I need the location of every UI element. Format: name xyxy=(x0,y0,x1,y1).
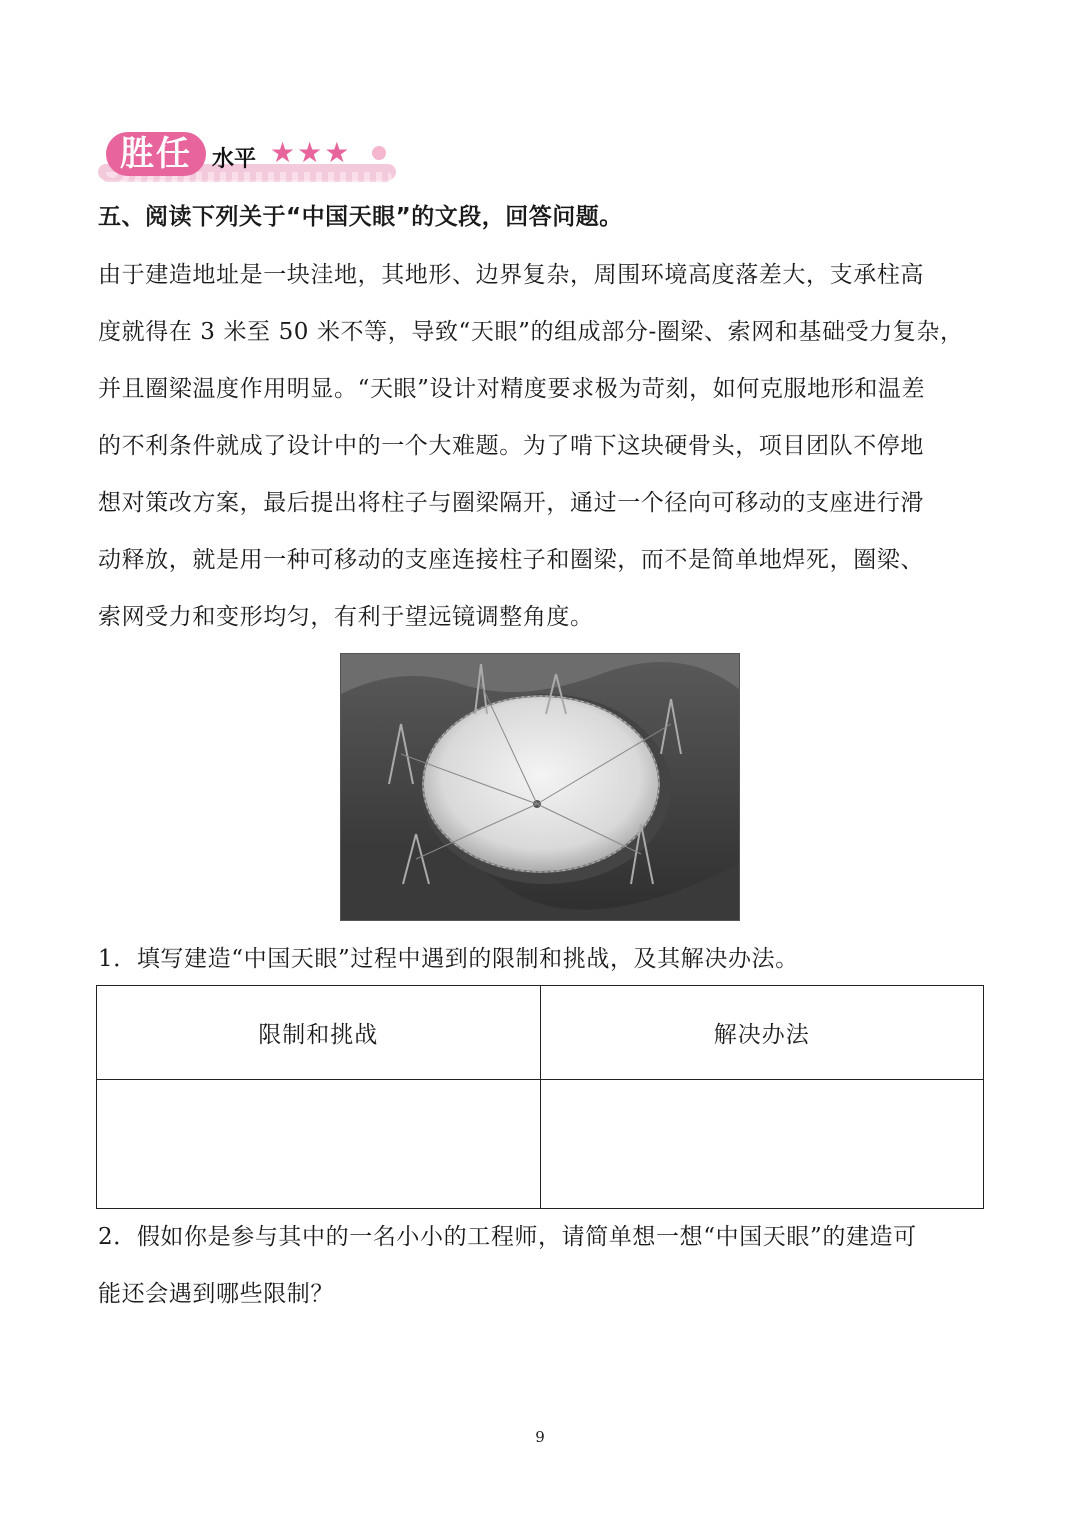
passage-line: 索网受力和变形均匀，有利于望远镜调整角度。 xyxy=(98,604,594,630)
page-number: 9 xyxy=(535,1428,545,1446)
question-2-line: 能还会遇到哪些限制？ xyxy=(98,1281,334,1307)
star-rating-icon: ★★★ xyxy=(270,136,352,169)
question-1: 1．填写建造“中国天眼”过程中遇到的限制和挑战，及其解决办法。 xyxy=(98,946,799,972)
decorative-dot-icon xyxy=(372,146,386,160)
answer-cell-solutions[interactable] xyxy=(540,1080,984,1209)
table-header-solutions: 解决办法 xyxy=(540,986,984,1080)
passage-line: 并且圈梁温度作用明显。“天眼”设计对精度要求极为苛刻，如何克服地形和温差 xyxy=(98,376,926,402)
table-header-limits: 限制和挑战 xyxy=(97,986,541,1080)
answer-table xyxy=(96,985,984,1209)
banner-badge: 胜任 xyxy=(106,132,206,176)
passage-line: 由于建造地址是一块洼地，其地形、边界复杂，周围环境高度落差大，支承柱高 xyxy=(98,262,924,288)
answer-cell-limits[interactable] xyxy=(97,1080,541,1209)
passage-line: 动释放，就是用一种可移动的支座连接柱子和圈梁，而不是简单地焊死，圈梁、 xyxy=(98,547,924,573)
passage-line: 度就得在 3 米至 50 米不等，导致“天眼”的组成部分-圈梁、索网和基础受力复杂， xyxy=(98,319,964,345)
difficulty-banner xyxy=(98,128,398,188)
passage-line: 的不利条件就成了设计中的一个大难题。为了啃下这块硬骨头，项目团队不停地 xyxy=(98,433,924,459)
passage-line: 想对策改方案，最后提出将柱子与圈梁隔开，通过一个径向可移动的支座进行滑 xyxy=(98,490,924,516)
fast-telescope-photo xyxy=(340,653,740,921)
reading-passage xyxy=(98,250,986,649)
banner-level-label: 水平 xyxy=(212,147,257,172)
section-heading: 五、阅读下列关于“中国天眼”的文段，回答问题。 xyxy=(98,204,623,230)
question-2-line: 2．假如你是参与其中的一名小小的工程师，请简单想一想“中国天眼”的建造可 xyxy=(98,1224,917,1250)
